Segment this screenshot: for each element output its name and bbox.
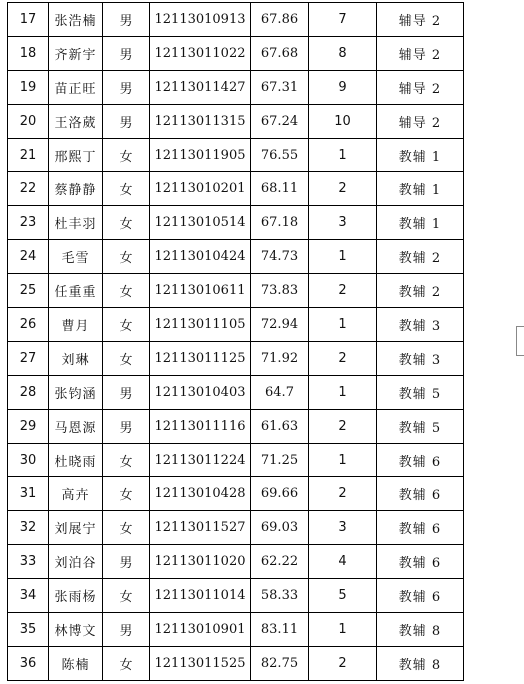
cell-position: 辅导 2 bbox=[377, 104, 464, 138]
cell-score: 68.11 bbox=[251, 172, 309, 206]
cell-exam-id: 12113011427 bbox=[150, 70, 251, 104]
table-row bbox=[8, 274, 464, 308]
cell-exam-id: 12113010403 bbox=[150, 375, 251, 409]
cell-number: 23 bbox=[8, 206, 49, 240]
cell-rank: 5 bbox=[309, 579, 377, 613]
cell-exam-id: 12113010424 bbox=[150, 240, 251, 274]
cell-exam-id: 12113010514 bbox=[150, 206, 251, 240]
cell-gender: 女 bbox=[103, 308, 150, 342]
results-table-container bbox=[7, 2, 464, 681]
cell-name: 张雨杨 bbox=[49, 579, 103, 613]
table-row bbox=[8, 646, 464, 680]
cell-position: 教辅 6 bbox=[377, 443, 464, 477]
page-edge-marker bbox=[516, 326, 524, 356]
cell-number: 30 bbox=[8, 443, 49, 477]
table-row bbox=[8, 341, 464, 375]
table-row bbox=[8, 104, 464, 138]
cell-score: 69.03 bbox=[251, 511, 309, 545]
cell-number: 21 bbox=[8, 138, 49, 172]
cell-number: 18 bbox=[8, 36, 49, 70]
cell-exam-id: 12113011905 bbox=[150, 138, 251, 172]
cell-rank: 9 bbox=[309, 70, 377, 104]
cell-gender: 男 bbox=[103, 36, 150, 70]
cell-rank: 2 bbox=[309, 477, 377, 511]
cell-number: 28 bbox=[8, 375, 49, 409]
cell-rank: 4 bbox=[309, 545, 377, 579]
cell-number: 25 bbox=[8, 274, 49, 308]
cell-name: 王洛葳 bbox=[49, 104, 103, 138]
cell-rank: 2 bbox=[309, 341, 377, 375]
cell-position: 辅导 2 bbox=[377, 36, 464, 70]
cell-name: 陈楠 bbox=[49, 646, 103, 680]
cell-score: 82.75 bbox=[251, 646, 309, 680]
cell-position: 教辅 3 bbox=[377, 341, 464, 375]
cell-gender: 女 bbox=[103, 341, 150, 375]
cell-rank: 1 bbox=[309, 308, 377, 342]
cell-exam-id: 12113011014 bbox=[150, 579, 251, 613]
cell-name: 高卉 bbox=[49, 477, 103, 511]
cell-gender: 女 bbox=[103, 511, 150, 545]
cell-number: 17 bbox=[8, 3, 49, 37]
cell-number: 20 bbox=[8, 104, 49, 138]
cell-number: 19 bbox=[8, 70, 49, 104]
cell-number: 35 bbox=[8, 613, 49, 647]
results-table-body bbox=[8, 3, 464, 681]
table-row bbox=[8, 443, 464, 477]
cell-position: 教辅 2 bbox=[377, 274, 464, 308]
cell-position: 辅导 2 bbox=[377, 70, 464, 104]
cell-number: 27 bbox=[8, 341, 49, 375]
cell-rank: 3 bbox=[309, 511, 377, 545]
results-table bbox=[7, 2, 464, 681]
table-row bbox=[8, 308, 464, 342]
cell-score: 72.94 bbox=[251, 308, 309, 342]
cell-position: 教辅 1 bbox=[377, 172, 464, 206]
cell-exam-id: 12113010428 bbox=[150, 477, 251, 511]
cell-score: 69.66 bbox=[251, 477, 309, 511]
cell-number: 29 bbox=[8, 409, 49, 443]
cell-exam-id: 12113011527 bbox=[150, 511, 251, 545]
cell-score: 83.11 bbox=[251, 613, 309, 647]
cell-exam-id: 12113011105 bbox=[150, 308, 251, 342]
cell-position: 教辅 3 bbox=[377, 308, 464, 342]
cell-score: 58.33 bbox=[251, 579, 309, 613]
cell-name: 张浩楠 bbox=[49, 3, 103, 37]
cell-gender: 女 bbox=[103, 240, 150, 274]
cell-number: 33 bbox=[8, 545, 49, 579]
table-row bbox=[8, 613, 464, 647]
cell-gender: 女 bbox=[103, 172, 150, 206]
table-row bbox=[8, 70, 464, 104]
cell-score: 62.22 bbox=[251, 545, 309, 579]
cell-number: 26 bbox=[8, 308, 49, 342]
cell-gender: 女 bbox=[103, 443, 150, 477]
cell-gender: 男 bbox=[103, 613, 150, 647]
cell-score: 74.73 bbox=[251, 240, 309, 274]
table-row bbox=[8, 545, 464, 579]
cell-position: 教辅 5 bbox=[377, 375, 464, 409]
cell-rank: 1 bbox=[309, 613, 377, 647]
cell-name: 蔡静静 bbox=[49, 172, 103, 206]
table-row bbox=[8, 138, 464, 172]
cell-score: 67.86 bbox=[251, 3, 309, 37]
cell-name: 刘泊谷 bbox=[49, 545, 103, 579]
cell-rank: 1 bbox=[309, 375, 377, 409]
cell-rank: 1 bbox=[309, 240, 377, 274]
cell-gender: 男 bbox=[103, 70, 150, 104]
cell-name: 刘展宁 bbox=[49, 511, 103, 545]
cell-exam-id: 12113011315 bbox=[150, 104, 251, 138]
cell-exam-id: 12113010611 bbox=[150, 274, 251, 308]
cell-exam-id: 12113011116 bbox=[150, 409, 251, 443]
cell-position: 教辅 2 bbox=[377, 240, 464, 274]
cell-score: 71.25 bbox=[251, 443, 309, 477]
cell-score: 67.24 bbox=[251, 104, 309, 138]
cell-exam-id: 12113010913 bbox=[150, 3, 251, 37]
cell-position: 教辅 8 bbox=[377, 613, 464, 647]
cell-position: 教辅 6 bbox=[377, 545, 464, 579]
cell-name: 任重重 bbox=[49, 274, 103, 308]
cell-gender: 女 bbox=[103, 206, 150, 240]
cell-exam-id: 12113011125 bbox=[150, 341, 251, 375]
cell-gender: 女 bbox=[103, 274, 150, 308]
cell-gender: 女 bbox=[103, 646, 150, 680]
cell-gender: 女 bbox=[103, 477, 150, 511]
cell-name: 邢熙丁 bbox=[49, 138, 103, 172]
table-row bbox=[8, 511, 464, 545]
cell-rank: 2 bbox=[309, 274, 377, 308]
cell-number: 32 bbox=[8, 511, 49, 545]
cell-rank: 2 bbox=[309, 409, 377, 443]
cell-gender: 男 bbox=[103, 545, 150, 579]
cell-exam-id: 12113011022 bbox=[150, 36, 251, 70]
cell-exam-id: 12113011020 bbox=[150, 545, 251, 579]
cell-exam-id: 12113011224 bbox=[150, 443, 251, 477]
cell-position: 教辅 6 bbox=[377, 511, 464, 545]
table-row bbox=[8, 172, 464, 206]
cell-rank: 2 bbox=[309, 646, 377, 680]
cell-name: 杜晓雨 bbox=[49, 443, 103, 477]
cell-number: 24 bbox=[8, 240, 49, 274]
cell-name: 马恩源 bbox=[49, 409, 103, 443]
cell-name: 苗正旺 bbox=[49, 70, 103, 104]
cell-name: 杜丰羽 bbox=[49, 206, 103, 240]
cell-name: 曹月 bbox=[49, 308, 103, 342]
cell-exam-id: 12113011525 bbox=[150, 646, 251, 680]
cell-exam-id: 12113010201 bbox=[150, 172, 251, 206]
cell-score: 76.55 bbox=[251, 138, 309, 172]
cell-number: 31 bbox=[8, 477, 49, 511]
cell-number: 34 bbox=[8, 579, 49, 613]
cell-score: 73.83 bbox=[251, 274, 309, 308]
cell-rank: 3 bbox=[309, 206, 377, 240]
cell-rank: 7 bbox=[309, 3, 377, 37]
cell-name: 张钧涵 bbox=[49, 375, 103, 409]
cell-score: 64.7 bbox=[251, 375, 309, 409]
cell-number: 22 bbox=[8, 172, 49, 206]
cell-position: 辅导 2 bbox=[377, 3, 464, 37]
cell-rank: 1 bbox=[309, 138, 377, 172]
cell-position: 教辅 1 bbox=[377, 206, 464, 240]
cell-name: 林博文 bbox=[49, 613, 103, 647]
table-row bbox=[8, 579, 464, 613]
cell-gender: 男 bbox=[103, 104, 150, 138]
cell-rank: 1 bbox=[309, 443, 377, 477]
cell-score: 67.68 bbox=[251, 36, 309, 70]
cell-gender: 男 bbox=[103, 3, 150, 37]
table-row bbox=[8, 409, 464, 443]
cell-position: 教辅 6 bbox=[377, 477, 464, 511]
cell-gender: 女 bbox=[103, 579, 150, 613]
cell-number: 36 bbox=[8, 646, 49, 680]
cell-exam-id: 12113010901 bbox=[150, 613, 251, 647]
cell-rank: 10 bbox=[309, 104, 377, 138]
cell-name: 毛雪 bbox=[49, 240, 103, 274]
cell-score: 67.31 bbox=[251, 70, 309, 104]
table-row bbox=[8, 206, 464, 240]
table-row bbox=[8, 375, 464, 409]
table-row bbox=[8, 3, 464, 37]
cell-gender: 男 bbox=[103, 409, 150, 443]
cell-score: 61.63 bbox=[251, 409, 309, 443]
cell-score: 71.92 bbox=[251, 341, 309, 375]
cell-position: 教辅 1 bbox=[377, 138, 464, 172]
cell-position: 教辅 5 bbox=[377, 409, 464, 443]
cell-gender: 女 bbox=[103, 138, 150, 172]
cell-name: 刘琳 bbox=[49, 341, 103, 375]
cell-gender: 男 bbox=[103, 375, 150, 409]
table-row bbox=[8, 36, 464, 70]
cell-name: 齐新宇 bbox=[49, 36, 103, 70]
cell-position: 教辅 6 bbox=[377, 579, 464, 613]
table-row bbox=[8, 477, 464, 511]
cell-position: 教辅 8 bbox=[377, 646, 464, 680]
cell-score: 67.18 bbox=[251, 206, 309, 240]
cell-rank: 2 bbox=[309, 172, 377, 206]
table-row bbox=[8, 240, 464, 274]
cell-rank: 8 bbox=[309, 36, 377, 70]
